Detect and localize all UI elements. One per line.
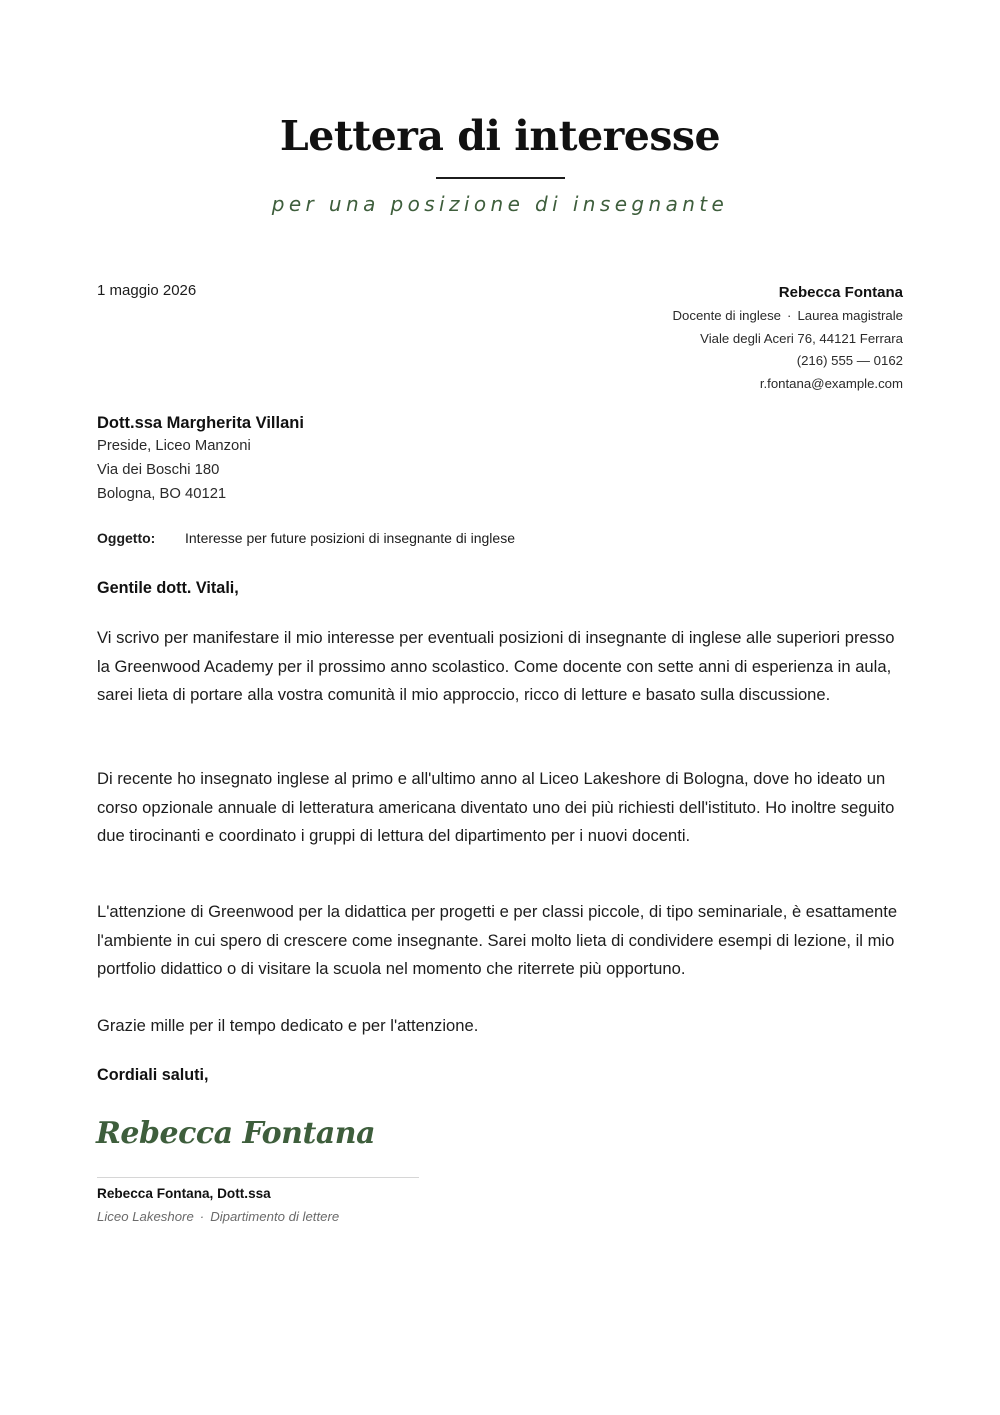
sender-role: Docente di inglese <box>672 308 782 323</box>
signature-affiliation <box>97 1209 339 1224</box>
salutation: Gentile dott. Vitali, <box>97 579 239 597</box>
body-paragraph-2: Di recente ho insegnato inglese al primo e all'ultimo anno al Liceo Lakeshore di Bologna, dove ho ideato un corso opzionale annuale di letteratura americana diventato uno dei più richiesti dell'istituto. Ho inoltre seguito due tirocinanti e coordinato i gruppi di lettura del dipartimento per i nuovi docenti. <box>97 769 895 846</box>
subject-label: Oggetto: <box>97 530 156 546</box>
signature-name: Rebecca Fontana, Dott.ssa <box>97 1186 271 1201</box>
subject-text: Interesse per future posizioni di insegnante di inglese <box>185 530 515 546</box>
sender-degree: Laurea magistrale <box>797 308 903 323</box>
sender-credentials <box>503 305 903 328</box>
signature-dept: Dipartimento di lettere <box>210 1209 340 1224</box>
subject-line <box>97 530 515 546</box>
recipient-block <box>97 412 304 506</box>
recipient-role: Preside, Liceo Manzoni <box>97 438 251 454</box>
sender-separator: · <box>787 308 792 323</box>
signature-script: Rebecca Fontana <box>96 1116 376 1151</box>
sender-address: Viale degli Aceri 76, 44121 Ferrara <box>700 330 903 346</box>
signature-separator: · <box>199 1209 205 1224</box>
recipient-name: Dott.ssa Margherita Villani <box>97 414 304 432</box>
signature-divider <box>97 1177 419 1178</box>
letter-title: Lettera di interesse <box>279 112 721 160</box>
body-paragraph-3: L'attenzione di Greenwood per la didattica per progetti e per classi piccole, di tipo seminariale, è esattamente l'ambiente in cui spero di crescere come insegnante. Sarei molto lieta di condividere esempi di lezione, il mio portfolio didattico o di visitare la scuola nel momento che riterrete più opportuno. <box>97 902 898 979</box>
sender-name: Rebecca Fontana <box>778 284 903 301</box>
closing: Cordiali saluti, <box>97 1066 209 1084</box>
thanks-line: Grazie mille per il tempo dedicato e per l'attenzione. <box>97 1016 479 1035</box>
recipient-city: Bologna, BO 40121 <box>97 486 227 502</box>
letter-subtitle: per una posizione di insegnante <box>271 192 729 216</box>
recipient-street: Via dei Boschi 180 <box>97 462 220 478</box>
sender-block <box>503 283 903 395</box>
sender-email: r.fontana@example.com <box>759 375 903 391</box>
letter-date: 1 maggio 2026 <box>97 282 197 299</box>
title-divider <box>436 177 565 179</box>
body-paragraph-1: Vi scrivo per manifestare il mio interesse per eventuali posizioni di insegnante di inglese alle superiori presso la Greenwood Academy per il prossimo anno scolastico. Come docente con sette anni di esperienza in aula, sarei lieta di portare alla vostra comunità il mio approccio, ricco di letture e basato sulla discussione. <box>97 628 895 705</box>
sender-phone: (216) 555 — 0162 <box>796 353 903 368</box>
signature-org: Liceo Lakeshore <box>97 1209 194 1224</box>
